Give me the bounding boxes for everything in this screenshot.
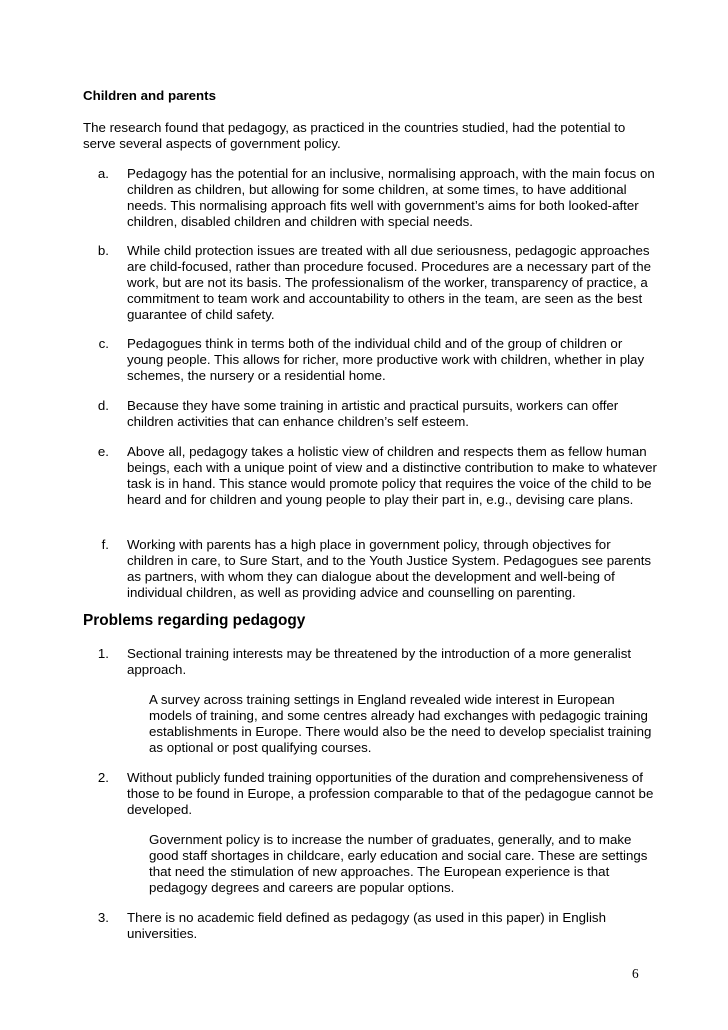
list-marker: 1. [97,646,109,661]
list-item-text: Sectional training interests may be threatened by the introduction of a more generalist approach. [127,646,632,677]
list-marker: f. [101,537,109,552]
page-number: 6 [632,966,639,981]
section-heading-children-and-parents: Children and parents [83,88,216,103]
list-marker: 2. [97,770,109,785]
list-item-text: While child protection issues are treated with all due seriousness, pedagogic approaches are child-focused, rather than procedure focused. Procedures are a necessary part of the work, but are not its basis. The professionalism of the worker, transparency of practice, a commitment to team work and accountability to others in the team, are seen as the best guarantee of child safety. [127,243,652,322]
list-marker: c. [98,336,109,351]
intro-paragraph: The research found that pedagogy, as practiced in the countries studied, had the potential to serve several aspects of government policy. [83,120,626,151]
list-item-text: Without publicly funded training opportunities of the duration and comprehensiveness of those to be found in Europe, a profession comparable to that of the pedagogue cannot be developed. [127,770,654,817]
list-marker: d. [97,398,109,413]
list-item-text: Because they have some training in artistic and practical pursuits, workers can offer children activities that can enhance children’s self esteem. [127,398,619,429]
list-item-text: Working with parents has a high place in government policy, through objectives for children in care, to Sure Start, and to the Youth Justice System. Pedagogues see parents as partners, with whom they can dialogue about the development and well-being of individual children, as well as providing advice and counselling on parenting. [127,537,652,600]
list-marker: e. [97,444,109,459]
list-item-text: Pedagogues think in terms both of the individual child and of the group of children or young people. This allows for richer, more productive work with children, whether in play schemes, the nursery or a residential home. [127,336,645,383]
list-item-text: There is no academic field defined as pedagogy (as used in this paper) in English universities. [127,910,606,941]
list-item-text: Above all, pedagogy takes a holistic view of children and respects them as fellow human beings, each with a unique point of view and a distinctive contribution to make to whatever task is in hand. This stance would promote policy that requires the voice of the child to be heard and for children and young people to play their part in, e.g., devising care plans. [127,444,657,507]
list-marker: a. [97,166,109,181]
list-item-text: Pedagogy has the potential for an inclusive, normalising approach, with the main focus on children as children, but allowing for some children, at some times, to have additional needs. This normalising approach fits well with government’s aims for both looked-after children, disabled children and children with special needs. [127,166,655,229]
section-heading-problems: Problems regarding pedagogy [83,612,306,629]
list-marker: b. [97,243,109,258]
list-marker: 3. [97,910,109,925]
indented-note-2: Government policy is to increase the number of graduates, generally, and to make good staff shortages in childcare, early education and social care. These are settings that need the stimulation of new approaches. The European experience is that pedagogy degrees and careers are popular options. [149,832,648,895]
indented-note-1: A survey across training settings in England revealed wide interest in European models of training, and some centres already had exchanges with pedagogic training establishments in Europe. There would also be the need to develop specialist training as optional or post qualifying courses. [149,692,652,755]
